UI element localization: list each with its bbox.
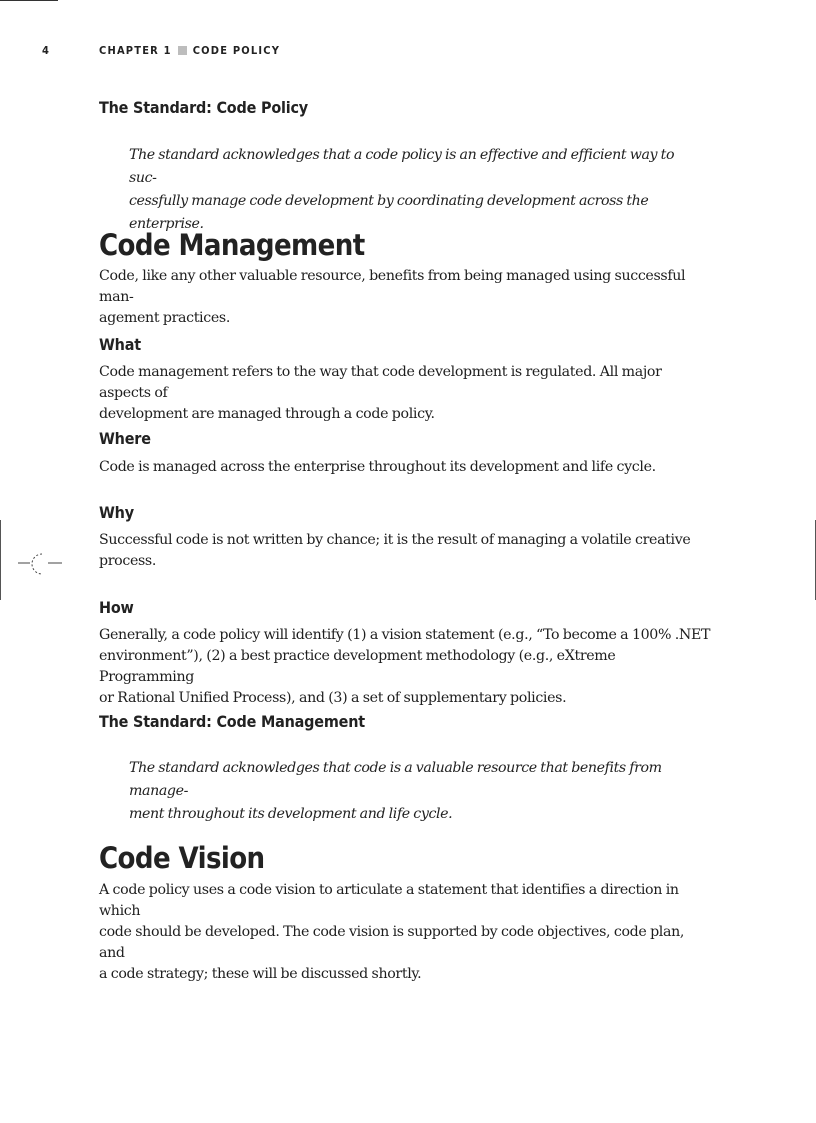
subheading-what: What [99,335,141,354]
text-line: or Rational Unified Process), and (3) a set of supplementary policies. [99,690,567,706]
why-paragraph [99,530,690,572]
quote-line: The standard acknowledges that code is a valuable resource that benefits from manage- [129,760,662,799]
text-line: a code strategy; these will be discussed shortly. [99,966,422,982]
section-heading-standard-policy: The Standard: Code Policy [99,98,308,117]
registration-mark-icon [18,551,62,579]
quote-line: ment throughout its development and life cycle. [129,806,453,822]
standard-policy-quote [129,144,701,236]
text-line: environment”), (2) a best practice development methodology (e.g., eXtreme Programming [99,648,616,685]
code-vision-paragraph [99,880,711,985]
text-line: process. [99,553,157,569]
subheading-where: Where [99,429,151,448]
subheading-how: How [99,598,134,617]
left-crop-mark [0,520,1,600]
what-paragraph [99,362,711,425]
page-number: 4 [42,44,51,57]
top-crop-rule [0,0,58,1]
text-line: agement practices. [99,310,230,326]
where-paragraph [99,457,656,478]
how-paragraph [99,625,711,709]
chapter-label: CHAPTER 1 [99,44,172,57]
chapter-title: CODE POLICY [192,44,281,57]
text-line: A code policy uses a code vision to articulate a statement that identifies a direction in which [99,882,679,919]
separator-square-icon [178,46,187,55]
text-line: Code, like any other valuable resource, benefits from being managed using successful man- [99,268,686,305]
running-header [42,44,816,58]
chapter-heading [99,44,280,57]
section-heading-code-vision: Code Vision [99,841,265,875]
code-management-paragraph [99,266,711,329]
text-line: Code management refers to the way that code development is regulated. All major aspects of [99,364,662,401]
subheading-why: Why [99,503,134,522]
section-heading-standard-management: The Standard: Code Management [99,712,365,731]
text-line: Code is managed across the enterprise throughout its development and life cycle. [99,459,656,475]
section-heading-code-management: Code Management [99,228,365,262]
standard-management-quote [129,757,701,826]
text-line: Generally, a code policy will identify (1) a vision statement (e.g., “To become a 100% .NET [99,627,711,643]
text-line: development are managed through a code policy. [99,406,435,422]
quote-line: The standard acknowledges that a code policy is an effective and efficient way to suc- [129,147,675,186]
text-line: Successful code is not written by chance; it is the result of managing a volatile creative [99,532,691,548]
text-line: code should be developed. The code vision is supported by code objectives, code plan, and [99,924,685,961]
quote-line: cessfully manage code development by coordinating development across the enterprise. [129,193,649,232]
